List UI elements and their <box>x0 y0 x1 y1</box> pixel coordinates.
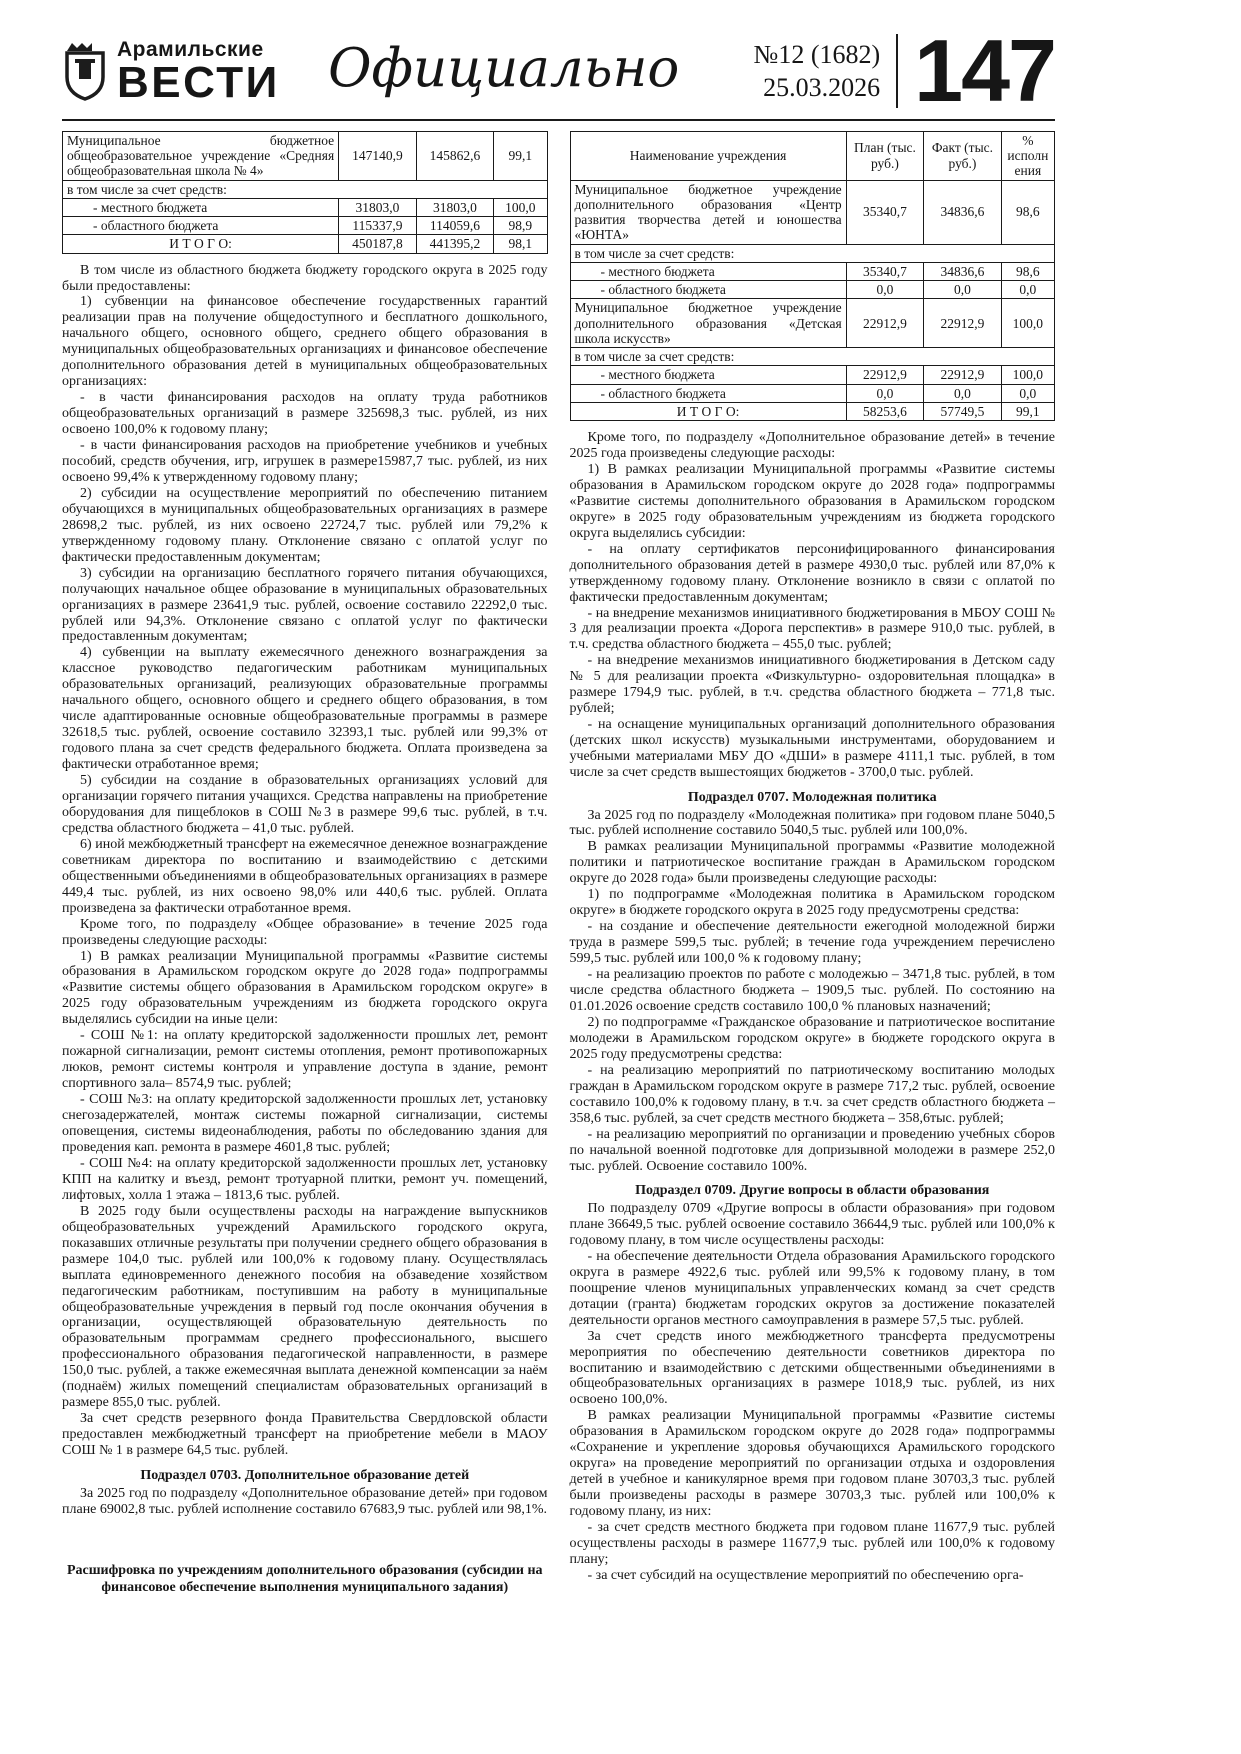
value-cell: 99,1 <box>494 131 547 180</box>
paragraph: За 2025 год по подразделу «Дополнительное образование детей» при годовом плане 69002,8 тыс. рублей исполнение составило 67683,9 тыс. рублей или 98,1%. <box>62 1485 548 1517</box>
value-cell: 98,9 <box>494 217 547 235</box>
table-row <box>63 217 548 235</box>
table-row <box>570 262 1055 280</box>
paragraph: 1) В рамках реализации Муниципальной программы «Развитие системы образования в Арамильском городском округе до 2028 года» подпрограммы «Развитие системы дополнительного образования в Арамильском городском округе» в 2025 году образовательным учреждениям из бюджета городского округа выделялись субсидии: <box>569 461 1055 541</box>
table-row <box>570 348 1055 366</box>
school-budget-table <box>62 131 548 254</box>
value-cell: 22912,9 <box>846 299 924 348</box>
subsection-heading: Подраздел 0709. Другие вопросы в области образования <box>635 1183 990 1199</box>
paragraph: По подразделу 0709 «Другие вопросы в области образования» при годовом плане 36649,5 тыс. рублей освоение составило 36644,9 тыс. рублей или 100,0% к годовому плану, в том числе осуществлены расходы: <box>569 1200 1055 1248</box>
value-cell: 100,0 <box>1001 366 1054 384</box>
row-label-cell: - местного бюджета <box>570 262 846 280</box>
brand-name-top: Арамильские <box>117 38 264 62</box>
row-label-cell: И Т О Г О: <box>63 235 339 253</box>
brand-logo <box>62 38 280 107</box>
brand-text <box>117 38 280 107</box>
value-cell: 35340,7 <box>846 262 924 280</box>
value-cell: 98,6 <box>1001 262 1054 280</box>
value-cell: 114059,6 <box>416 217 494 235</box>
value-cell: 145862,6 <box>416 131 494 180</box>
paragraph: - в части финансирования расходов на приобретение учебников и учебных пособий, средств обучения, игр, игрушек в размере15987,7 тыс. рублей, из них освоено 99,4% к утвержденному годовому плану; <box>62 438 548 485</box>
value-cell: 22912,9 <box>846 366 924 384</box>
table-row <box>63 235 548 253</box>
value-cell: 57749,5 <box>924 402 1002 420</box>
paragraph: - СОШ №4: на оплату кредиторской задолженности прошлых лет, установку КПП на калитку и въезд, ремонт тротуарной плитки, ремонт уч. помещений, лифтовых, холла 1 этажа – 1813,6 тыс. рублей. <box>62 1155 548 1203</box>
institutions-funding-table <box>570 131 1056 421</box>
value-cell: 31803,0 <box>339 198 417 216</box>
value-cell: 0,0 <box>1001 281 1054 299</box>
subsection-heading: Подраздел 0703. Дополнительное образование детей <box>140 1468 470 1484</box>
value-cell: 35340,7 <box>846 180 924 244</box>
table-row <box>570 244 1055 262</box>
paragraph: 6) иной межбюджетный трансферт на ежемесячное денежное вознаграждение советникам директора по воспитанию и взаимодействию с детскими общественными объединениями в общеобразовательных организациях в размере 449,4 тыс. рублей, из них освоено 98,0% или 440,6 тыс. рублей. Оплата произведена за фактически отработанное время. <box>62 836 548 916</box>
value-cell: 22912,9 <box>924 366 1002 384</box>
row-label-cell: - областного бюджета <box>63 217 339 235</box>
table-row <box>63 180 548 198</box>
subsection-heading: Подраздел 0707. Молодежная политика <box>687 790 937 806</box>
value-cell: 0,0 <box>846 281 924 299</box>
paragraph: - на внедрение механизмов инициативного бюджетирования в МБОУ СОШ № 3 для реализации проекта «Дорога перспектив» в размере 910,0 тыс. рублей, в т.ч. средства областного бюджета – 455,0 тыс. рублей; <box>569 605 1055 653</box>
crest-icon <box>62 41 108 101</box>
paragraph: 1) В рамках реализации Муниципальной программы «Развитие системы образования в Арамильском городском округе до 2028 года» подпрограммы «Развитие системы общего образования в Арамильском городском округе» в 2025 году образовательным учреждениям из бюджета городского округа выделялись субсидии на иные цели: <box>62 948 548 1028</box>
paragraph: В том числе из областного бюджета бюджету городского округа в 2025 году были предоставлены: <box>62 262 548 294</box>
header-divider <box>896 34 898 108</box>
paragraph: За счет средств резервного фонда Правительства Свердловской области предоставлен межбюджетный трансферт на приобретение мебели в МАОУ СОШ № 1 в размере 64,5 тыс. рублей. <box>62 1411 548 1459</box>
value-cell: 147140,9 <box>339 131 417 180</box>
value-cell: 34836,6 <box>924 180 1002 244</box>
page-number: 147 <box>914 21 1055 120</box>
issue-number: №12 (1682) <box>753 39 881 69</box>
paragraph: - на реализацию проектов по работе с молодежью – 3471,8 тыс. рублей, в том числе средства областного бюджета – 1909,5 тыс. рублей. По состоянию на 01.01.2026 освоение средств составило 100,0 % плановых назначений; <box>569 967 1055 1014</box>
paragraph: - на реализацию мероприятий по патриотическому воспитанию молодых граждан в Арамильском городском округе в размере 717,2 тыс. рублей, освоение составило 100,0% к годовому плану, в т.ч. за счет средств областного бюджета – 358,6 тыс. рублей, за счет средств местного бюджета – 358,6тыс. рублей; <box>569 1062 1055 1126</box>
value-cell: 98,1 <box>494 235 547 253</box>
table-row <box>570 384 1055 402</box>
row-label-cell: Муниципальное бюджетное учреждение дополнительного образования «Центр развития творчества детей и юношества «ЮНТА» <box>570 180 846 244</box>
right-column <box>570 131 1056 1598</box>
table-row <box>570 281 1055 299</box>
paragraph: За 2025 год по подразделу «Молодежная политика» при годовом плане 5040,5 тыс. рублей исполнение составило 5040,5 тыс. рублей или 100,0%. <box>569 807 1055 839</box>
column-header: Факт (тыс. руб.) <box>924 131 1002 180</box>
subsection-heading: Расшифровка по учреждениям дополнительного образования (субсидии на финансовое обеспечение выполнения муниципального задания) <box>66 1563 543 1595</box>
value-cell: 31803,0 <box>416 198 494 216</box>
paragraph: За счет средств иного межбюджетного трансферта предусмотрены мероприятия по обеспечению деятельности советников директора по воспитанию и взаимодействию с детскими общественными объединениями в общеобразовательных организациях в размере 1018,9 тыс. рублей, из них освоено 100,0%. <box>569 1328 1055 1408</box>
row-label-cell: - областного бюджета <box>570 384 846 402</box>
paragraph: Кроме того, по подразделу «Дополнительное образование детей» в течение 2025 года произведены следующие расходы: <box>569 430 1055 461</box>
paragraph: - СОШ №3: на оплату кредиторской задолженности прошлых лет, установку снегозадержателей, монтаж системы пожарной сигнализации, системы оповещения, системы видеонаблюдения, работы по обследованию здания для проведения кап. ремонта в размере 4601,8 тыс. рублей; <box>62 1092 548 1155</box>
table-header-row <box>570 131 1055 180</box>
paragraph: - на внедрение механизмов инициативного бюджетирования в Детском саду № 5 для реализации проекта «Физкультурно- оздоровительная площадка» в размере 1794,9 тыс. рублей, в т.ч. средства областного бюджета – 771,8 тыс. рублей; <box>569 653 1055 717</box>
left-column-text <box>62 263 548 1597</box>
right-column-text <box>570 430 1056 1584</box>
paragraph: В рамках реализации Муниципальной программы «Развитие молодежной политики и патриотическое воспитание граждан в Арамильском городском округе до 2028 года» были произведены следующие расходы: <box>569 839 1055 887</box>
article-columns <box>62 131 1055 1598</box>
masthead <box>62 21 1055 121</box>
row-label-cell: - местного бюджета <box>63 198 339 216</box>
paragraph: 5) субсидии на создание в образовательных организациях условий для организации горячего питания учащихся. Средства направлены на приобретение оборудования для пищеблоков в СОШ №3 в размере 99,6 тыс. рублей, в т.ч. средства областного бюджета – 41,0 тыс. рублей. <box>62 773 548 836</box>
row-label-cell: Муниципальное бюджетное учреждение дополнительного образования «Детская школа искусств» <box>570 299 846 348</box>
paragraph: - на реализацию мероприятий по организации и проведению учебных сборов по начальной военной подготовке для допризывной молодежи в размере 252,0 тыс. рублей. Освоение составило 100%. <box>569 1126 1055 1174</box>
table-subheader-cell: в том числе за счет средств: <box>63 180 548 198</box>
paragraph: - за счет средств местного бюджета при годовом плане 11677,9 тыс. рублей осуществлены расходы в размере 11677,9 тыс. рублей или 100,0% к годовому плану; <box>569 1520 1055 1567</box>
table-row <box>570 299 1055 348</box>
value-cell: 0,0 <box>924 281 1002 299</box>
value-cell: 0,0 <box>846 384 924 402</box>
paragraph: 1) по подпрограмме «Молодежная политика в Арамильском городском округе» в бюджете городского округа в 2025 году предусмотрены средства: <box>569 887 1055 919</box>
value-cell: 450187,8 <box>339 235 417 253</box>
paragraph: - на оснащение муниципальных организаций дополнительного образования (детских школ искусств) музыкальными инструментами, оборудованием и учебными материалами МБУ ДО «ДШИ» в размере 4111,1 тыс. рублей, в том числе за счет средств вышестоящих бюджетов - 3700,0 тыс. рублей. <box>569 717 1055 781</box>
table-subheader-cell: в том числе за счет средств: <box>570 244 1055 262</box>
value-cell: 100,0 <box>494 198 547 216</box>
paragraph: - на создание и обеспечение деятельности ежегодной молодежной биржи труда в размере 599,5 тыс. рублей; в течение года учреждением перечислено 599,5 тыс. рублей или 100,0 % к годовому плану; <box>569 919 1055 967</box>
left-column <box>62 131 548 1598</box>
value-cell: 99,1 <box>1001 402 1054 420</box>
value-cell: 0,0 <box>1001 384 1054 402</box>
value-cell: 441395,2 <box>416 235 494 253</box>
value-cell: 115337,9 <box>339 217 417 235</box>
paragraph: 4) субвенции на выплату ежемесячного денежного вознаграждения за классное руководство педагогическим работникам муниципальных образовательных организаций, реализующих образовательные программы начального общего, основного общего и среднего общего образования, в том числе адаптированные основные общеобразовательные программы в размере 32618,5 тыс. рублей, освоение составило 32393,1 тыс. рублей или 99,3% от годового плана за счет средств федерального бюджета. Оплата произведена за фактически отработанное время; <box>62 645 548 773</box>
value-cell: 0,0 <box>924 384 1002 402</box>
table-row <box>570 402 1055 420</box>
paragraph: В 2025 году были осуществлены расходы на награждение выпускников общеобразовательных учреждений Арамильского городского округа, показавших отличные результаты при получении среднего общего образования в размере 104,0 тыс. рублей или 100,0% к годовому плану. Осуществлялась выплата единовременного денежного пособия на обзаведение хозяйством педагогическим работникам, поступившим на работу в муниципальные общеобразовательные учреждения в первый год после окончания обучения в организации, осуществляющей образовательную деятельность по образовательным программам среднего профессионального, высшего профессионального образования педагогической направленности, в размере 150,0 тыс. рублей, а также ежемесячная выплата денежной компенсации за наём (поднаём) жилых помещений специалистам образовательных организаций в размере 855,0 тыс. рублей. <box>62 1203 548 1411</box>
row-label-cell: И Т О Г О: <box>570 402 846 420</box>
paragraph: - на обеспечение деятельности Отдела образования Арамильского городского округа в размере 4922,6 тыс. рублей или 99,5% к годовому плану, в том поощрение членов муниципальных управленческих команд за счет средств дотации (гранта) бюджетам городских округов за достижение показателей деятельности органов местного самоуправления в размере 57,5 тыс. рублей. <box>569 1248 1055 1328</box>
section-title: Официально <box>328 37 680 99</box>
paragraph: 2) по подпрограмме «Гражданское образование и патриотическое воспитание молодежи в Арамильском городском округе» в бюджете городского округа в 2025 году предусмотрены средства: <box>569 1014 1055 1062</box>
paragraph: В рамках реализации Муниципальной программы «Развитие системы образования в Арамильском городском округе до 2028 года» подпрограммы «Сохранение и укрепление здоровья обучающихся Арамильского городского округа» на проведение мероприятий по организации отдыха и оздоровления детей в учебное и каникулярное время при годовом плане 30703,3 тыс. рублей были произведены расходы в размере 30703,3 тыс. рублей или 100,0% к годовому плану, из них: <box>569 1408 1055 1520</box>
issue-date: 25.03.2026 <box>763 73 881 103</box>
row-label-cell: Муниципальное бюджетное общеобразовательное учреждение «Средняя общеобразовательная школа № 4» <box>63 131 339 180</box>
paragraph: - на оплату сертификатов персонифицированного финансирования дополнительного образования детей в размере 4930,0 тыс. рублей или 87,0% к утвержденному годовому плану. Отклонение возникло в связи с оплатой по фактически предоставленным документам; <box>569 541 1055 605</box>
paragraph: - за счет субсидий на осуществление мероприятий по обеспечению орга- <box>587 1567 1024 1583</box>
table-row <box>63 131 548 180</box>
value-cell: 100,0 <box>1001 299 1054 348</box>
row-label-cell: - областного бюджета <box>570 281 846 299</box>
issue-info <box>754 38 881 106</box>
table-row <box>570 180 1055 244</box>
column-header: % исполнения <box>1001 131 1054 180</box>
paragraph: Кроме того, по подразделу «Общее образование» в течение 2025 года произведены следующие расходы: <box>62 916 548 948</box>
paragraph: 3) субсидии на организацию бесплатного горячего питания обучающихся, получающих начальное общее образование в муниципальных образовательных организациях в размере 23641,9 тыс. рублей, освоение составило 22292,0 тыс. рублей или 94,3%. Отклонение связано с оплатой услуг по фактически предоставленным документам; <box>62 565 548 645</box>
row-label-cell: - местного бюджета <box>570 366 846 384</box>
brand-name-bottom: ВЕСТИ <box>117 57 280 107</box>
paragraph: - в части финансирования расходов на оплату труда работников общеобразовательных организаций в размере 325698,3 тыс. рублей, из них освоено 100,0% к годовому плану; <box>62 390 548 438</box>
paragraph: 2) субсидии на осуществление мероприятий по обеспечению питанием обучающихся в муниципальных общеобразовательных организациях в размере 28698,2 тыс. рублей, из них освоено 22724,7 тыс. рублей или 79,2% к утвержденному годовому плану. Отклонение связано с оплатой услуг по фактически предоставленным документам; <box>62 485 548 565</box>
column-header: План (тыс. руб.) <box>846 131 924 180</box>
value-cell: 58253,6 <box>846 402 924 420</box>
value-cell: 98,6 <box>1001 180 1054 244</box>
paragraph: - СОШ №1: на оплату кредиторской задолженности прошлых лет, ремонт пожарной сигнализации, ремонт системы отопления, ремонт противопожарных люков, ремонт системы контроля и управление доступа в здание, ремонт спортивного зала– 8574,9 тыс. рублей; <box>62 1028 548 1092</box>
value-cell: 22912,9 <box>924 299 1002 348</box>
table-subheader-cell: в том числе за счет средств: <box>570 348 1055 366</box>
table-row <box>63 198 548 216</box>
column-header: Наименование учреждения <box>570 131 846 180</box>
paragraph: 1) субвенции на финансовое обеспечение государственных гарантий реализации прав на получение общедоступного и бесплатного дошкольного, начального общего, основного общего, среднего общего образования в муниципальных общеобразовательных организациях и финансовое обеспечение дополнительного образования детей в муниципальных общеобразовательных организациях: <box>62 294 548 390</box>
table-row <box>570 366 1055 384</box>
value-cell: 34836,6 <box>924 262 1002 280</box>
